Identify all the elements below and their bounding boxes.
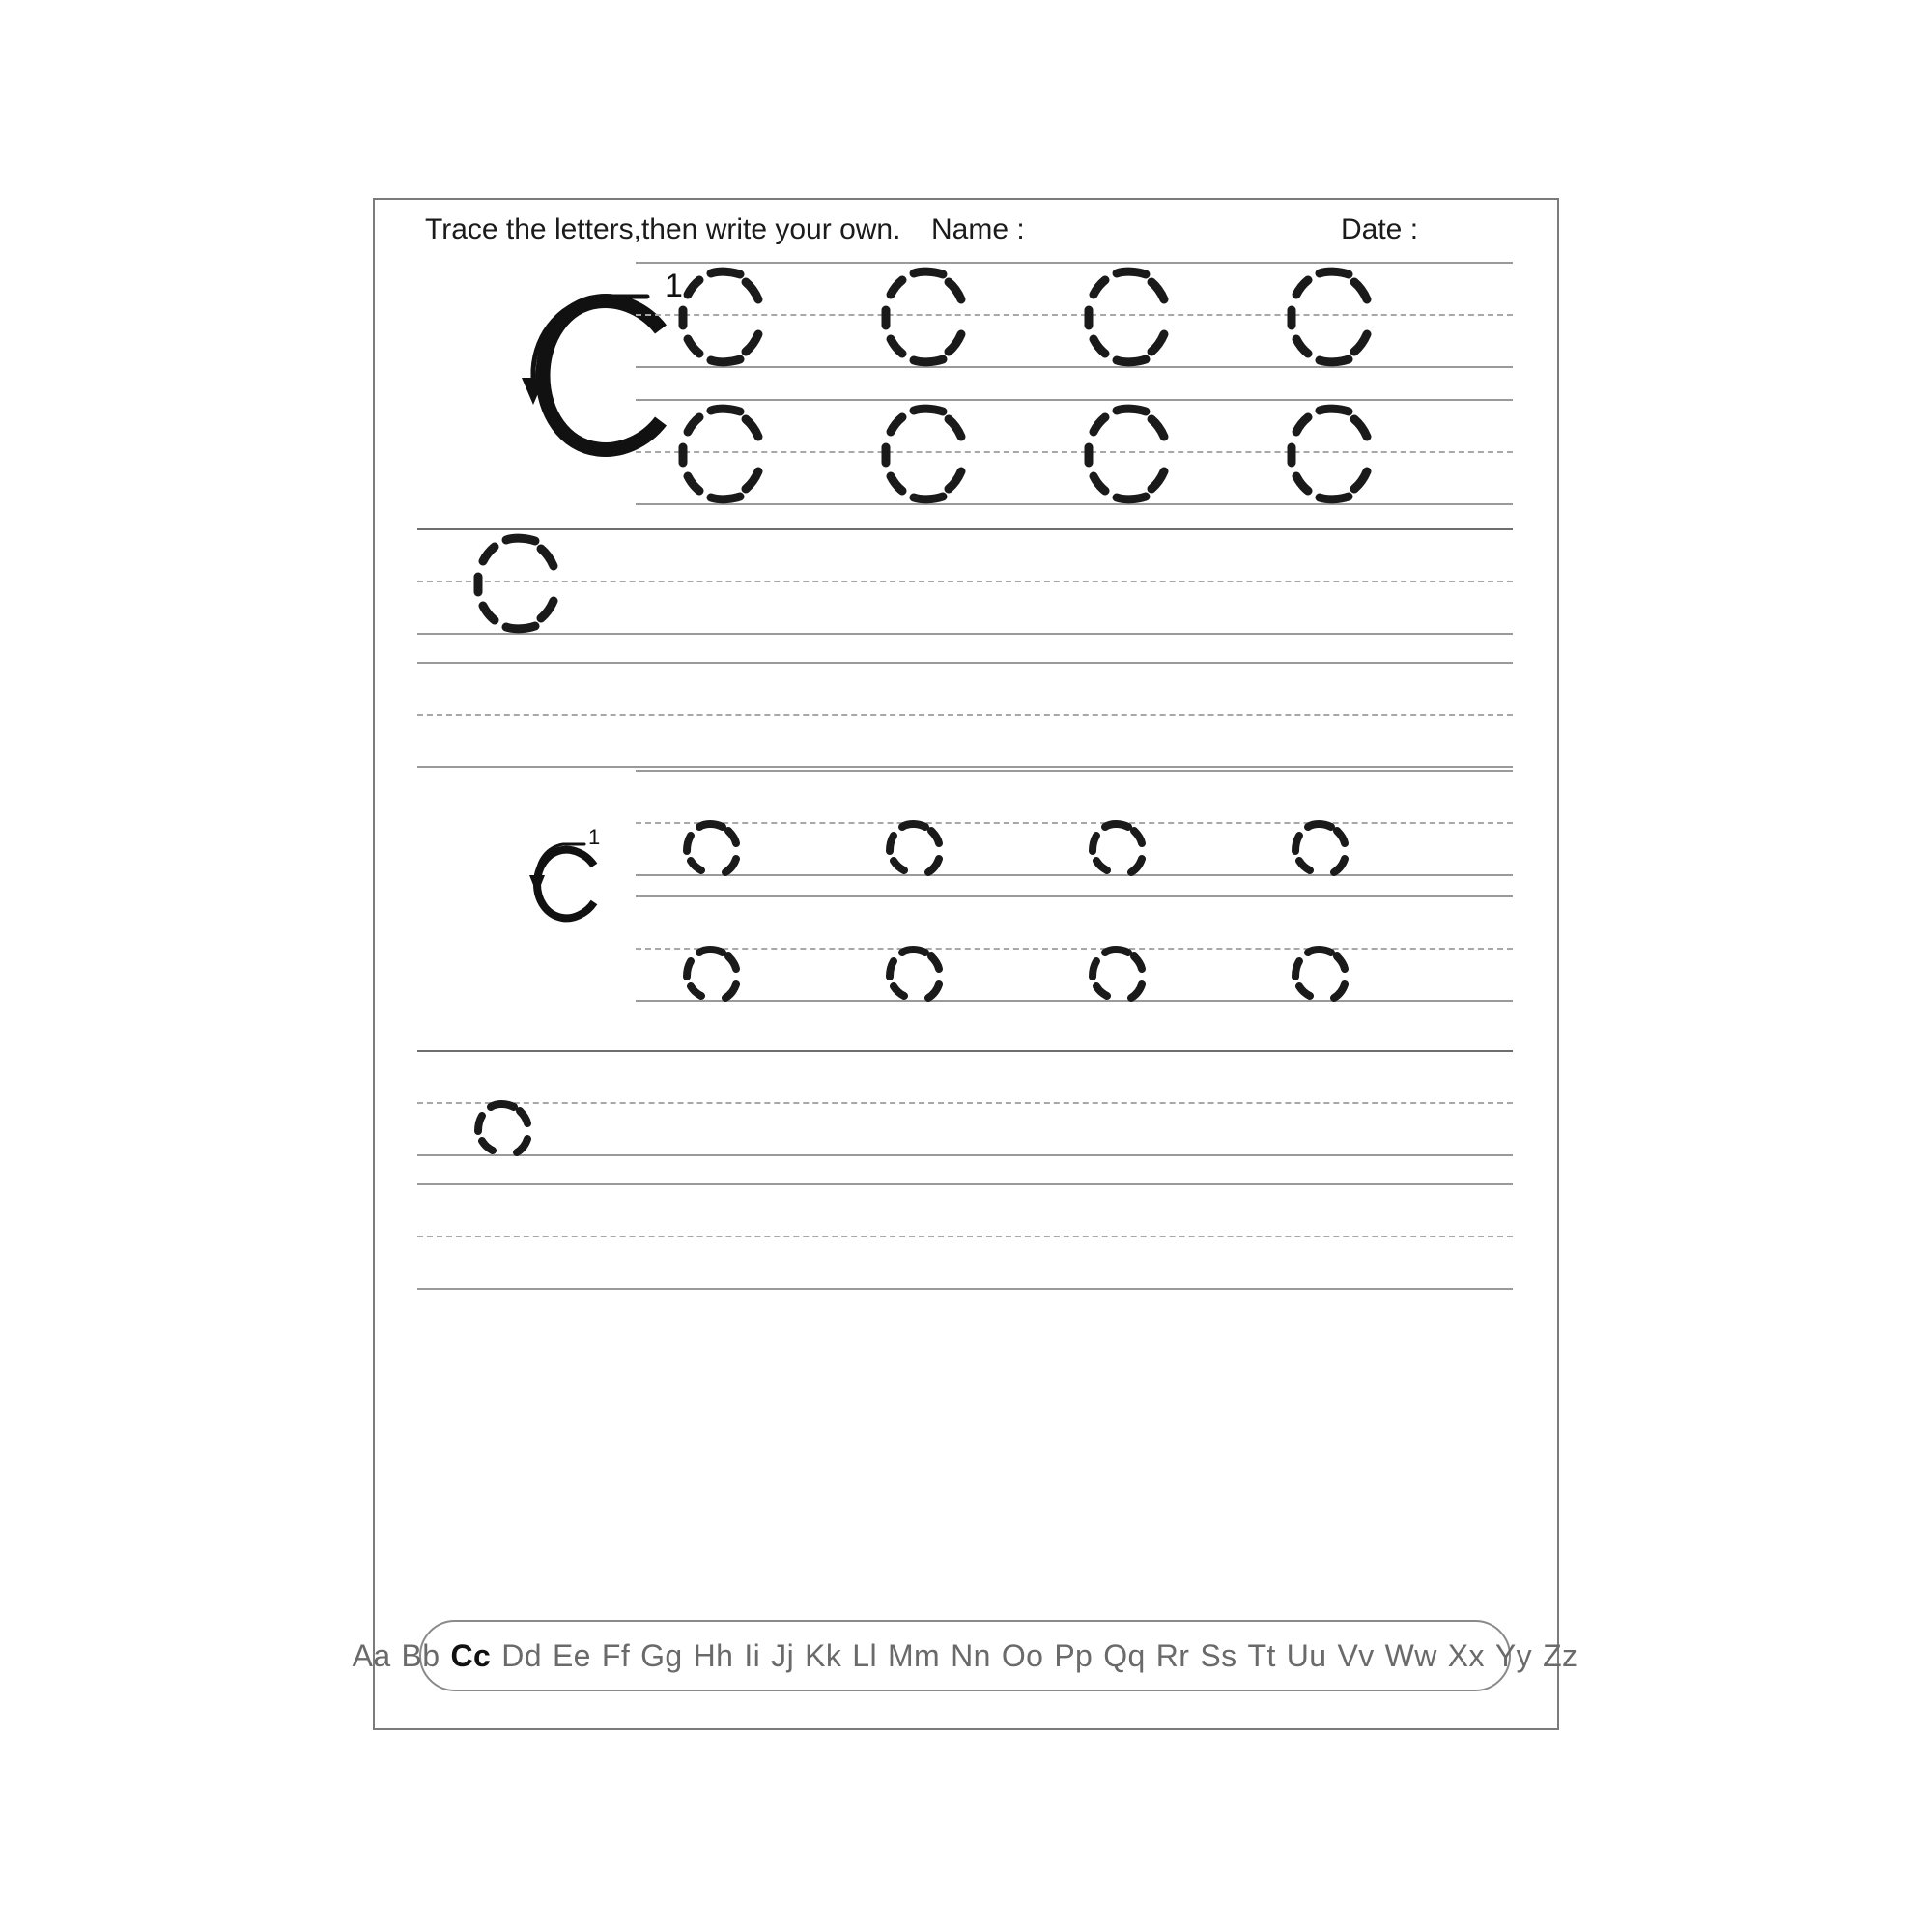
alphabet-pair-aa: Aa — [352, 1637, 391, 1673]
row-topline — [636, 399, 1513, 401]
alphabet-pair-kk: Kk — [805, 1637, 842, 1673]
row-baseline — [417, 633, 1513, 635]
trace-letter[interactable] — [682, 820, 742, 878]
alphabet-pair-ii: Ii — [744, 1637, 761, 1673]
row-baseline — [417, 1154, 1513, 1156]
row-baseline — [417, 1288, 1513, 1290]
trace-letter[interactable] — [1088, 946, 1148, 1004]
alphabet-pair-mm: Mm — [887, 1637, 941, 1673]
trace-letter[interactable] — [676, 403, 769, 503]
row-topline — [417, 1050, 1513, 1052]
row-midline — [417, 1236, 1513, 1237]
alphabet-pair-qq: Qq — [1103, 1637, 1146, 1673]
lowercase-practice-row-2[interactable] — [417, 1183, 1513, 1290]
lowercase-trace-row-1 — [636, 770, 1513, 876]
trace-letter[interactable] — [879, 266, 972, 366]
row-topline — [636, 262, 1513, 264]
alphabet-pair-cc: Cc — [450, 1637, 492, 1673]
row-topline — [417, 1183, 1513, 1185]
row-baseline — [636, 1000, 1513, 1002]
row-topline — [636, 895, 1513, 897]
lowercase-stroke-number: 1 — [588, 825, 601, 849]
trace-letter[interactable] — [1285, 266, 1378, 366]
row-baseline — [636, 503, 1513, 505]
alphabet-pair-xx: Xx — [1447, 1637, 1485, 1673]
uppercase-practice-row-2[interactable] — [417, 662, 1513, 768]
alphabet-reference-strip — [352, 1620, 1578, 1691]
trace-letter[interactable] — [879, 403, 972, 503]
alphabet-pair-hh: Hh — [693, 1637, 734, 1673]
alphabet-pair-rr: Rr — [1155, 1637, 1190, 1673]
row-midline — [417, 581, 1513, 582]
alphabet-pair-yy: Yy — [1494, 1637, 1533, 1673]
instruction-text: Trace the letters,then write your own. — [425, 213, 901, 245]
alphabet-pair-ww: Ww — [1384, 1637, 1437, 1673]
lowercase-trace-row-2 — [636, 895, 1513, 1002]
trace-letter[interactable] — [885, 820, 945, 878]
row-topline — [417, 528, 1513, 530]
lowercase-practice-row-1[interactable] — [417, 1050, 1513, 1156]
trace-letter[interactable] — [473, 1100, 533, 1158]
trace-letter[interactable] — [1291, 946, 1350, 1004]
trace-letter[interactable] — [1088, 820, 1148, 878]
uppercase-trace-row-2 — [636, 399, 1513, 505]
name-field-label[interactable]: Name : — [931, 213, 1025, 245]
trace-letter[interactable] — [1082, 266, 1175, 366]
alphabet-pair-ll: Ll — [852, 1637, 877, 1673]
alphabet-pair-bb: Bb — [401, 1637, 440, 1673]
alphabet-pair-pp: Pp — [1054, 1637, 1094, 1673]
lowercase-guide-letter — [525, 823, 640, 939]
worksheet-page — [352, 198, 1578, 1730]
alphabet-pair-ee: Ee — [552, 1637, 591, 1673]
trace-letter[interactable] — [682, 946, 742, 1004]
row-baseline — [636, 366, 1513, 368]
row-baseline — [417, 766, 1513, 768]
alphabet-pair-oo: Oo — [1001, 1637, 1044, 1673]
alphabet-pair-jj: Jj — [771, 1637, 795, 1673]
row-topline — [636, 770, 1513, 772]
row-midline — [417, 1102, 1513, 1104]
alphabet-pair-gg: Gg — [640, 1637, 683, 1673]
alphabet-pair-dd: Dd — [501, 1637, 542, 1673]
row-midline — [636, 948, 1513, 950]
row-midline — [636, 822, 1513, 824]
trace-letter[interactable] — [1291, 820, 1350, 878]
uppercase-practice-row-1[interactable] — [417, 528, 1513, 635]
row-midline — [417, 714, 1513, 716]
date-field-label[interactable]: Date : — [1341, 213, 1419, 245]
trace-letter[interactable] — [471, 532, 564, 633]
alphabet-pair-vv: Vv — [1337, 1637, 1375, 1673]
row-baseline — [636, 874, 1513, 876]
trace-letter[interactable] — [1082, 403, 1175, 503]
alphabet-pair-ss: Ss — [1200, 1637, 1237, 1673]
alphabet-pair-zz: Zz — [1543, 1637, 1578, 1673]
alphabet-pair-tt: Tt — [1247, 1637, 1276, 1673]
row-topline — [417, 662, 1513, 664]
uppercase-stroke-number: 1 — [665, 268, 683, 304]
alphabet-pair-uu: Uu — [1286, 1637, 1327, 1673]
worksheet-header — [375, 213, 1557, 264]
trace-letter[interactable] — [885, 946, 945, 1004]
alphabet-pair-ff: Ff — [601, 1637, 631, 1673]
uppercase-trace-row-1 — [636, 262, 1513, 368]
alphabet-list — [353, 1638, 1578, 1674]
trace-letter[interactable] — [676, 266, 769, 366]
alphabet-pair-nn: Nn — [951, 1637, 991, 1673]
trace-letter[interactable] — [1285, 403, 1378, 503]
